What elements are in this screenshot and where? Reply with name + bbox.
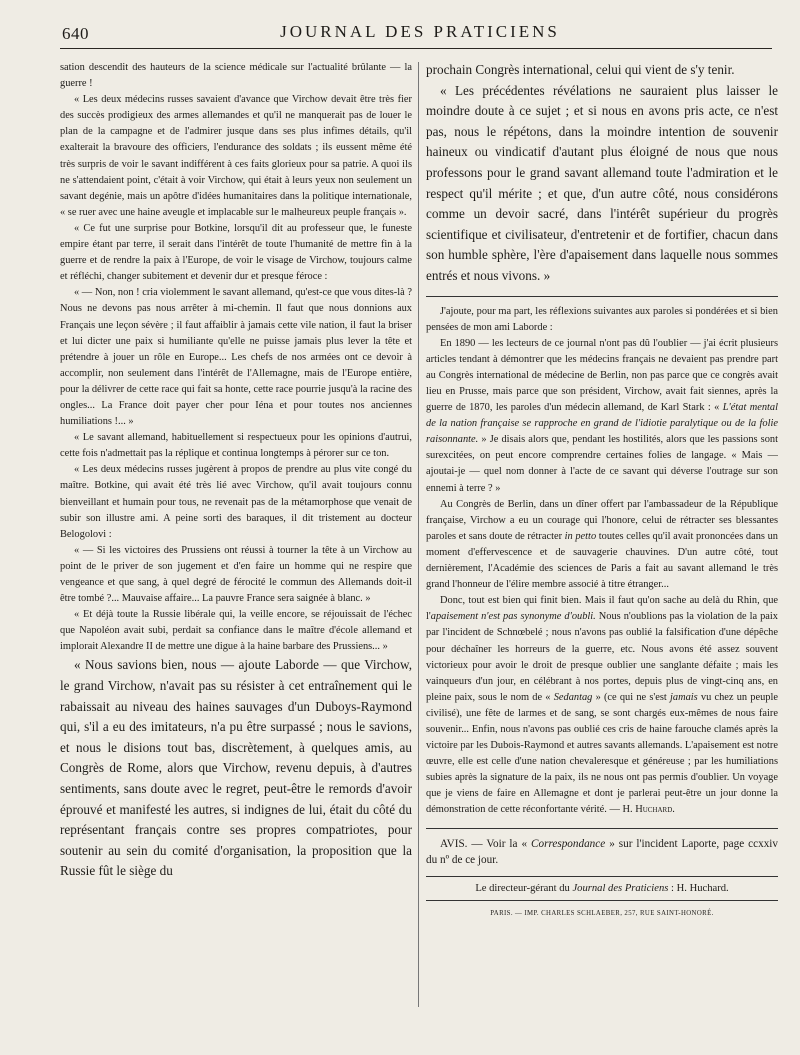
avis-notice [426,836,778,868]
italic-run: in petto [564,530,597,542]
left-column [60,60,412,882]
text-run: AVIS. — Voir la « [440,837,532,850]
paragraph-large: prochain Congrès international, celui qui vient de s'y tenir. [426,62,735,77]
imprint-rule [426,900,778,901]
paragraph: J'ajoute, pour ma part, les réflexions suivantes aux paroles si pondérées et si bien pensées de mon ami Laborde : [426,305,778,333]
section-rule [426,296,778,297]
page-header [0,22,800,48]
footer-rule [426,876,778,877]
paragraph: sation descendit des hauteurs de la science médicale sur l'actualité brûlante — la guerre ! [60,62,412,90]
text-run: : H. Huchard. [668,882,729,894]
paragraph: « Le savant allemand, habituellement si respectueux pour les opinions d'autrui, cette fois n'admettait pas la réplique et continua longtemps à pérorer sur ce ton. [60,432,412,460]
header-rule [60,48,772,49]
paragraph: « — Non, non ! cria violemment le savant allemand, qu'est-ce que vous dites-là ? Nous ne devons pas nous arrêter à mi-chemin. Il faut que nous donnions aux Français une leçon sévère ; il faut affaiblir à jamais cette vile nation, il faut la briser et lui dicter une paix si humiliante qu'elle ne puisse jamais plus lever la tête et prétendre à jouer un rôle en Europe... Les chefs de nos armées ont ce devoir à accomplir, non seulement dans l'intérêt de l'Allemagne, mais de l'Europe entière, pour la délivrer de cette race qui fait sa honte, cette race pourrie jusqu'à la racine des ongles... La France doit payer cher pour Iéna et pour toutes nos anciennes humiliations !... » [60,287,412,428]
text-run: Le directeur-gérant du [475,882,573,894]
text-run: Donc, tout est bien qui finit bien. Mais il faut qu'on sache au delà du Rhin, que l' [426,595,778,623]
italic-run: jamais [669,691,698,703]
text-run: Nous n'oublions pas la violation de la paix par l'incident de Schnœbelé ; nous n'avons pas oublié la falsification d'une dépêche pour déchaîner les horreurs de la guerre, etc. Nous avons été assez souvent victorieux pour avoir le droit de presque oublier une sanglante défaite ; mais les vainqueurs d'un jour, en célébrant à nos portes, depuis plus de vingt-cinq ans, en pleine paix, sous le nom de « [426,611,778,703]
italic-run: Sedantag [553,691,593,703]
italic-run: Correspondance [531,837,606,850]
text-run: » Je disais alors que, pendant les hostilités, alors que les passions sont surexcitées, on peut encore comprendre certaines folies de langage. « Mais — ajoutai-je — quel nom donner à l'acte de ce savant qui déverse l'outrage sur son ennemi à terre ? » [426,434,778,494]
quote-italic: L'état mental de la nation française se rapproche en grand de l'idiotie paralytique ou de la folie raisonnante. [426,402,778,446]
right-column [426,60,778,917]
text-run: Au Congrès de Berlin, dans un dîner offert par l'ambassadeur de la République française, Virchow a eu un courage qui l'honore, celui de rétracter ses blessantes paroles et sans doute de rétracter [426,498,778,542]
paragraph-large: « Nous savions bien, nous — ajoute Laborde — que Virchow, le grand Virchow, n'avait pas su résister à cet entraînement qui le rabaissait au niveau des haines sauvages d'un Duboys-Raymond qui, s'il a eu des imitateurs, n'a pu être surpassé ; nous le savions, et nous le disions tout bas, discrètement, à quelques amis, au Congrès de Rome, alors que Virchow, revenu depuis, à d'autres sentiments, sans doute avec le regret, peut-être le remords d'avoir éprouvé et manifesté les autres, si indignes de lui, était du côté du représentant français contre ses propres compatriotes, pour soutenir au sein du comité d'organisation, la proposition que la Russie fût le siège du [60,657,412,879]
text-run: En 1890 — les lecteurs de ce journal n'ont pas dû l'oublier — j'ai écrit plusieurs articles tendant à démontrer que les médecins français ne devaient pas prendre part au Congrès international de médecine de Berlin, non pas parce que ce congrès avait lieu en Prusse, mais parce que son président, Virchow, avait fait siennes, après la guerre de 1870, les paroles d'un médecin allemand, de Karl Stark : « [426,337,778,414]
text-run: vu chez un peuple civilisé), une fête de larmes et de sang, se sont chargés eux-mêmes de nous faire souvenir... Enfin, nous n'avons pas oublié ces cris de haine farouche clamés après la victoire par les Dubois-Raymond et autres savants allemands. L'apaisement est notre œuvre, elle est celle d'une nation chevaleresque et généreuse ; par les humiliations subies après la signature de la paix, ils ne nous ont pas permis d'oublier. Un voyage que je viens de faire en Allemagne et dont je parlerai peut-être un jour donne la démonstration de cette réconfortante vérité. — H. [426,691,778,816]
italic-run: apaisement n'est pas synonyme d'oubli. [430,611,596,623]
printer-imprint: PARIS. — IMP. CHARLES SCHLAEBER, 257, RUE SAINT-HONORÉ. [490,909,714,917]
paragraph [426,593,778,818]
text-run: toutes celles qu'il avait prononcées dans un moment d'effervescence et de sauvagerie chauvines. D'un autre côté, tout dernièrement, l'Académie des sciences de Paris a fait au savant allemand le très grand l'honneur de l'élire membre associé à titre étranger... [426,530,778,591]
paragraph: « Les deux médecins russes savaient d'avance que Virchow devait être très fier des succès prodigieux des armes allemandes et qu'il ne manquerait pas de louer le plan de la campagne et de l'admirer jusque dans ses plus infimes détails, qu'il exalterait la bravoure des officiers, l'endurance des soldats ; ils eussent même été très surpris de voir le savant indifférent à ces faits glorieux pour sa patrie. A quoi ils ne s'attendaient point, c'était à voir Virchow, qui était à leurs yeux non seulement un savant degénie, mais un apôtre d'idées humanitaires dans la politique internationale, « se ruer avec une haine aveugle et implacable sur le malheureux peuple français ». [60,94,412,218]
page-number: 640 [62,24,89,43]
gerant-line [426,883,778,894]
avis-rule [426,828,778,829]
column-divider [418,62,419,1007]
text-run: » sur l'incident Laporte, page ccxxiv du nº de ce jour. [426,837,778,866]
text-run: » (ce qui ne s'est [592,691,670,703]
paragraph: « — Si les victoires des Prussiens ont réussi à tourner la tête à un Virchow au point de le priver de son jugement et d'en faire un homme qui ne respire que vengeance et que sang, à quel degré de férocité le commun des Allemands doit-il être tombé ?... Mauvaise affaire... La pauvre France sera saignée à blanc. » [60,544,412,605]
paragraph-large: « Les précédentes révélations ne sauraient plus laisser le moindre doute à ce sujet ; et si nous en avons pris acte, ce n'est pas, nous le répétons, dans la moindre intention de souvenir haineux ou vindicatif d'autant plus éloigné de nous que nous professons pour le grand savant allemand toute l'admiration et le respect qu'il mérite ; et que, d'un autre côté, nous considérons comme un devoir sacré, dans l'intérêt supérieur du progrès scientifique et civilisateur, d'entretenir et de fortifier, chacun dans son humble sphère, l'ère d'apaisement dans laquelle nous sommes entrés et nous vivons. » [426,82,778,283]
paragraph: « Les deux médecins russes jugèrent à propos de prendre au plus vite congé du maître. Botkine, qui avait été très lié avec Virchow, qu'il avait toujours connu bienveillant et humain pour tous, ne revenait pas de la métamorphose que venait de subir son illustre ami. A peine sorti des baraques, il dit tristement au docteur Belogolovi : [60,464,412,540]
italic-run: Journal des Praticiens [572,882,669,894]
paragraph: « Ce fut une surprise pour Botkine, lorsqu'il dit au professeur que, le funeste empire étant par terre, il serait dans l'intérêt de toute l'humanité de mettre fin à la guerre et de rendre la paix à l'Europe, de voir le visage de Virchow, toujours calme et réfléchi, changer subitement et devenir dur et presque féroce : [60,222,412,283]
paragraph [426,336,778,497]
running-title: JOURNAL DES PRATICIENS [280,22,560,41]
paragraph [426,497,778,594]
author-signature: Huchard. [635,804,675,816]
paragraph: « Et déjà toute la Russie libérale qui, la veille encore, se réjouissait de l'échec que Napoléon avait subi, perdait sa confiance dans le maître d'école allemand et implorait Alexandre II de mettre une digue à la haine barbare des Prussiens... » [60,609,412,653]
